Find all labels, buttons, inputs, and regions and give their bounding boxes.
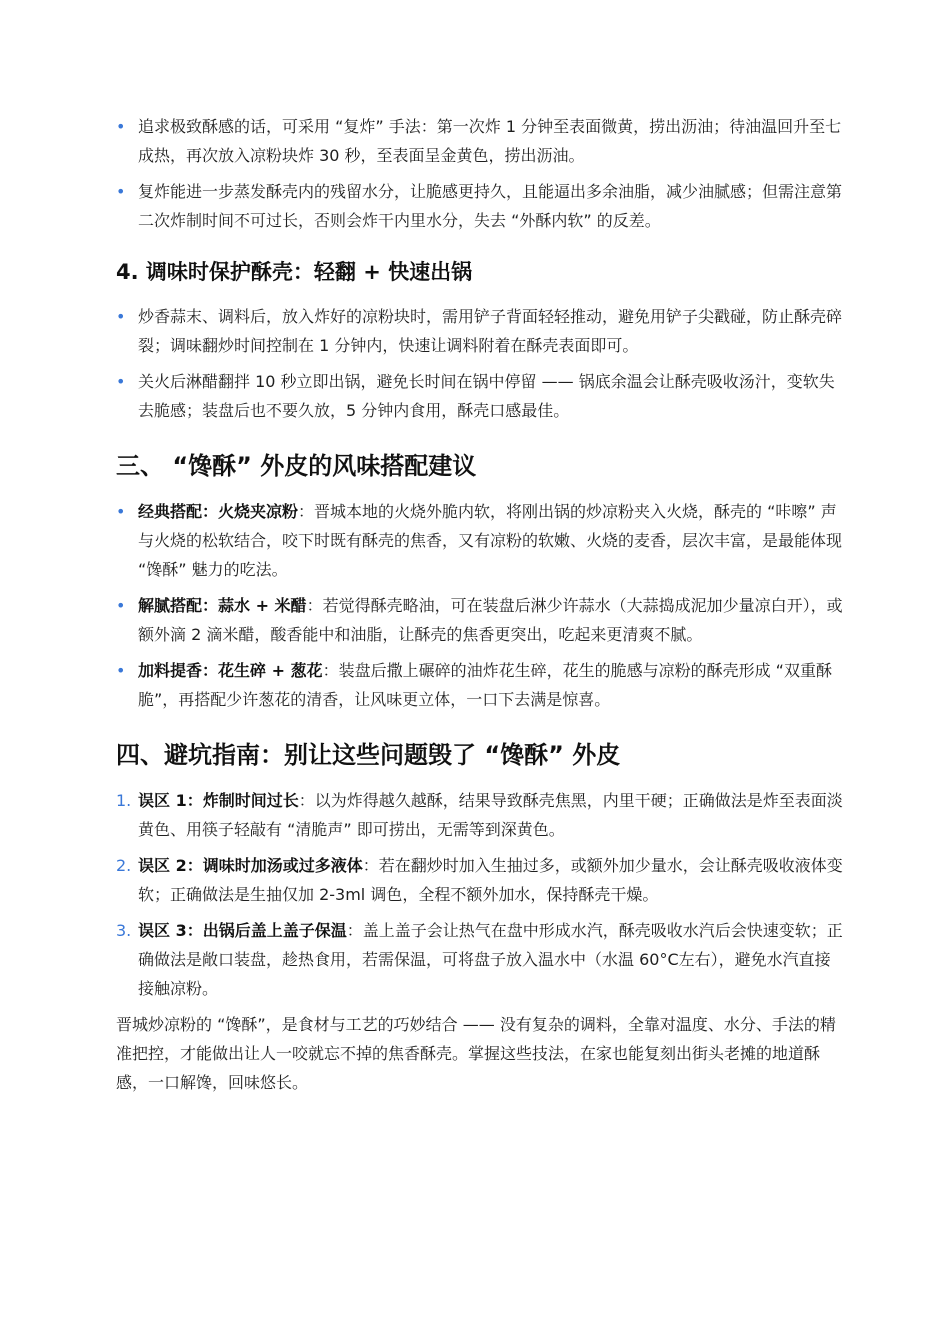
bullet-icon: •	[116, 117, 126, 136]
list-number: 1.	[116, 791, 132, 810]
list-item-title: 误区 3：出锅后盖上盖子保温	[138, 921, 347, 940]
list-number: 3.	[116, 921, 132, 940]
list-item-text: 追求极致酥感的话，可采用 “复炸” 手法：第一次炸 1 分钟至表面微黄，捞出沥油；待油温回升至七成热，再次放入凉粉块炸 30 秒，至表面呈金黄色，捞出沥油。	[138, 117, 842, 165]
list-item	[116, 367, 846, 425]
bullet-icon: •	[116, 596, 126, 615]
list-item	[116, 497, 846, 584]
list-item	[116, 916, 846, 1003]
list-item-title: 解腻搭配：蒜水 + 米醋	[138, 596, 307, 615]
list-item-text: ：以为炸得越久越酥，结果导致酥壳焦黑，内里干硬；正确做法是炸至表面淡黄色、用筷子轻敲有 “清脆声” 即可捞出，无需等到深黄色。	[138, 791, 843, 839]
list-item	[116, 177, 846, 235]
list-item-title: 经典搭配：火烧夹凉粉	[138, 502, 299, 521]
document-body	[116, 112, 846, 1097]
list-item-text: ：若觉得酥壳略油，可在装盘后淋少许蒜水（大蒜捣成泥加少量凉白开），或额外滴 2 滴米醋，酸香能中和油脂，让酥壳的焦香更突出，吃起来更清爽不腻。	[138, 596, 843, 644]
bullet-icon: •	[116, 307, 126, 326]
frying-tips-list	[116, 112, 846, 235]
section-heading-pitfalls: 四、避坑指南：别让这些问题毁了 “馋酥” 外皮	[116, 741, 621, 769]
pairing-list	[116, 497, 846, 714]
bullet-icon: •	[116, 502, 126, 521]
list-item-text: 炒香蒜末、调料后，放入炸好的凉粉块时，需用铲子背面轻轻推动，避免用铲子尖戳碰，防止酥壳碎裂；调味翻炒时间控制在 1 分钟内，快速让调料附着在酥壳表面即可。	[138, 307, 843, 355]
list-item-text: 关火后淋醋翻拌 10 秒立即出锅，避免长时间在锅中停留 —— 锅底余温会让酥壳吸收汤汁，变软失去脆感；装盘后也不要久放，5 分钟内食用，酥壳口感最佳。	[138, 372, 835, 420]
list-item	[116, 656, 846, 714]
section-heading-pairing: 三、 “馋酥” 外皮的风味搭配建议	[116, 452, 477, 480]
section-heading-seasoning: 4. 调味时保护酥壳：轻翻 + 快速出锅	[116, 260, 473, 284]
list-item	[116, 851, 846, 909]
list-item-text: ：盖上盖子会让热气在盘中形成水汽，酥壳吸收水汽后会快速变软；正确做法是敞口装盘，趁热食用，若需保温，可将盘子放入温水中（水温 60°C左右），避免水汽直接接触凉粉。	[138, 921, 843, 998]
bullet-icon: •	[116, 372, 126, 391]
seasoning-tips-list	[116, 302, 846, 425]
list-item-title: 加料提香：花生碎 + 葱花	[138, 661, 323, 680]
list-item	[116, 591, 846, 649]
list-item-text: ：若在翻炒时加入生抽过多，或额外加少量水，会让酥壳吸收液体变软；正确做法是生抽仅加 2-3ml 调色，全程不额外加水，保持酥壳干燥。	[138, 856, 843, 904]
list-item-text: ：晋城本地的火烧外脆内软，将刚出锅的炒凉粉夹入火烧，酥壳的 “咔嚓” 声与火烧的松软结合，咬下时既有酥壳的焦香，又有凉粉的软嫩、火烧的麦香，层次丰富，是最能体现 “馋酥” 魅力的吃法。	[138, 502, 843, 579]
bullet-icon: •	[116, 182, 126, 201]
list-item	[116, 302, 846, 360]
list-number: 2.	[116, 856, 132, 875]
bullet-icon: •	[116, 661, 126, 680]
pitfalls-list	[116, 786, 846, 1003]
list-item-title: 误区 2：调味时加汤或过多液体	[138, 856, 363, 875]
list-item-title: 误区 1：炸制时间过长	[138, 791, 299, 810]
list-item	[116, 112, 846, 170]
conclusion-paragraph: 晋城炒凉粉的 “馋酥”，是食材与工艺的巧妙结合 —— 没有复杂的调料，全靠对温度、水分、手法的精准把控，才能做出让人一咬就忘不掉的焦香酥壳。掌握这些技法，在家也能复刻出街头老摊的地道酥感，一口解馋，回味悠长。	[116, 1015, 836, 1092]
list-item-text: 复炸能进一步蒸发酥壳内的残留水分，让脆感更持久，且能逼出多余油脂，减少油腻感；但需注意第二次炸制时间不可过长，否则会炸干内里水分，失去 “外酥内软” 的反差。	[138, 182, 843, 230]
list-item	[116, 786, 846, 844]
list-item-text: ：装盘后撒上碾碎的油炸花生碎，花生的脆感与凉粉的酥壳形成 “双重酥脆”，再搭配少许葱花的清香，让风味更立体，一口下去满是惊喜。	[138, 661, 832, 709]
